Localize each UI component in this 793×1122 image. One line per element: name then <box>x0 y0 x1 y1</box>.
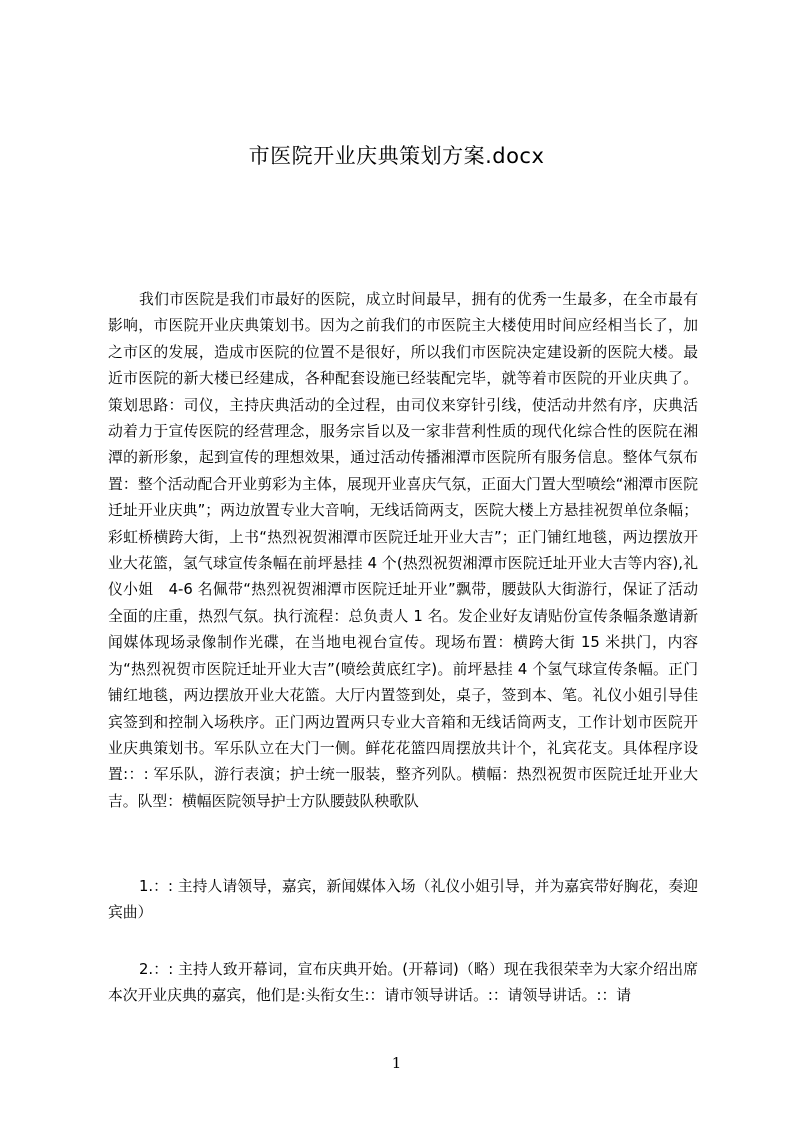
numbered-item-1: 1.：: 主持人请领导，嘉宾，新闻媒体入场（礼仪小姐引导，并为嘉宾带好胸花，奏迎宾曲） <box>108 878 698 922</box>
document-title: 市医院开业庆典策划方案.docx <box>248 144 545 168</box>
numbered-item-2: 2.：: 主持人致开幕词，宣布庆典开始。(开幕词)（略）现在我很荣幸为大家介绍出席本次开业庆典的嘉宾，他们是:头衔女生:：请市领导讲话。:：请领导讲话。:：请 <box>108 961 698 1005</box>
body-paragraph-main: 我们市医院是我们市最好的医院，成立时间最早，拥有的优秀一生最多，在全市最有影响，市医院开业庆典策划书。因为之前我们的市医院主大楼使用时间应经相当长了，加之市区的发展，造成市医院的位置不是很好，所以我们市医院决定建设新的医院大楼。最近市医院的新大楼已经建成，各种配套设施已经装配完毕，就等着市医院的开业庆典了。策划思路：司仪，主持庆典活动的全过程，由司仪来穿针引线，使活动井然有序，庆典活动着力于宣传医院的经营理念，服务宗旨以及一家非营利性质的现代化综合性的医院在湘潭的新形象，起到宣传的理想效果，通过活动传播湘潭市医院所有服务信息。整体气氛布置：整个活动配合开业剪彩为主体，展现开业喜庆气氛，正面大门置大型喷绘“湘潭市医院迁址开业庆典”；两边放置专业大音响，无线话筒两支，医院大楼上方悬挂祝贺单位条幅；彩虹桥横跨大街，上书“热烈祝贺湘潭市医院迁址开业大吉”；正门铺红地毯，两边摆放开业大花篮，氢气球宣传条幅在前坪悬挂 4 个(热烈祝贺湘潭市医院迁址开业大吉等内容),礼仪小姐 4-6 名佩带“热烈祝贺湘潭市医院迁址开业”飘带，腰鼓队大街游行，保证了活动全面的庄重，热烈气氛。执行流程：总负责人 1 名。发企业好友请贴份宣传条幅条邀请新闻媒体现场录像制作光碟，在当地电视台宣传。现场布置：横跨大街 15 米拱门，内容为“热烈祝贺市医院迁址开业大吉”(喷绘黄底红字)。前坪悬挂 4 个氢气球宣传条幅。正门铺红地毯，两边摆放开业大花篮。大厅内置签到处，桌子，签到本、笔。礼仪小姐引导佳宾签到和控制入场秩序。正门两边置两只专业大音箱和无线话筒两支，工作计划市医院开业庆典策划书。军乐队立在大门一侧。鲜花花篮四周摆放共计个，礼宾花支。具体程序设置:：: 军乐队，游行表演；护士统一服装，整齐列队。横幅：热烈祝贺市医院迁址开业大吉。队型：横幅医院领导护士方队腰鼓队秧歌队 <box>108 291 698 810</box>
page-number: 1 <box>391 1054 402 1072</box>
